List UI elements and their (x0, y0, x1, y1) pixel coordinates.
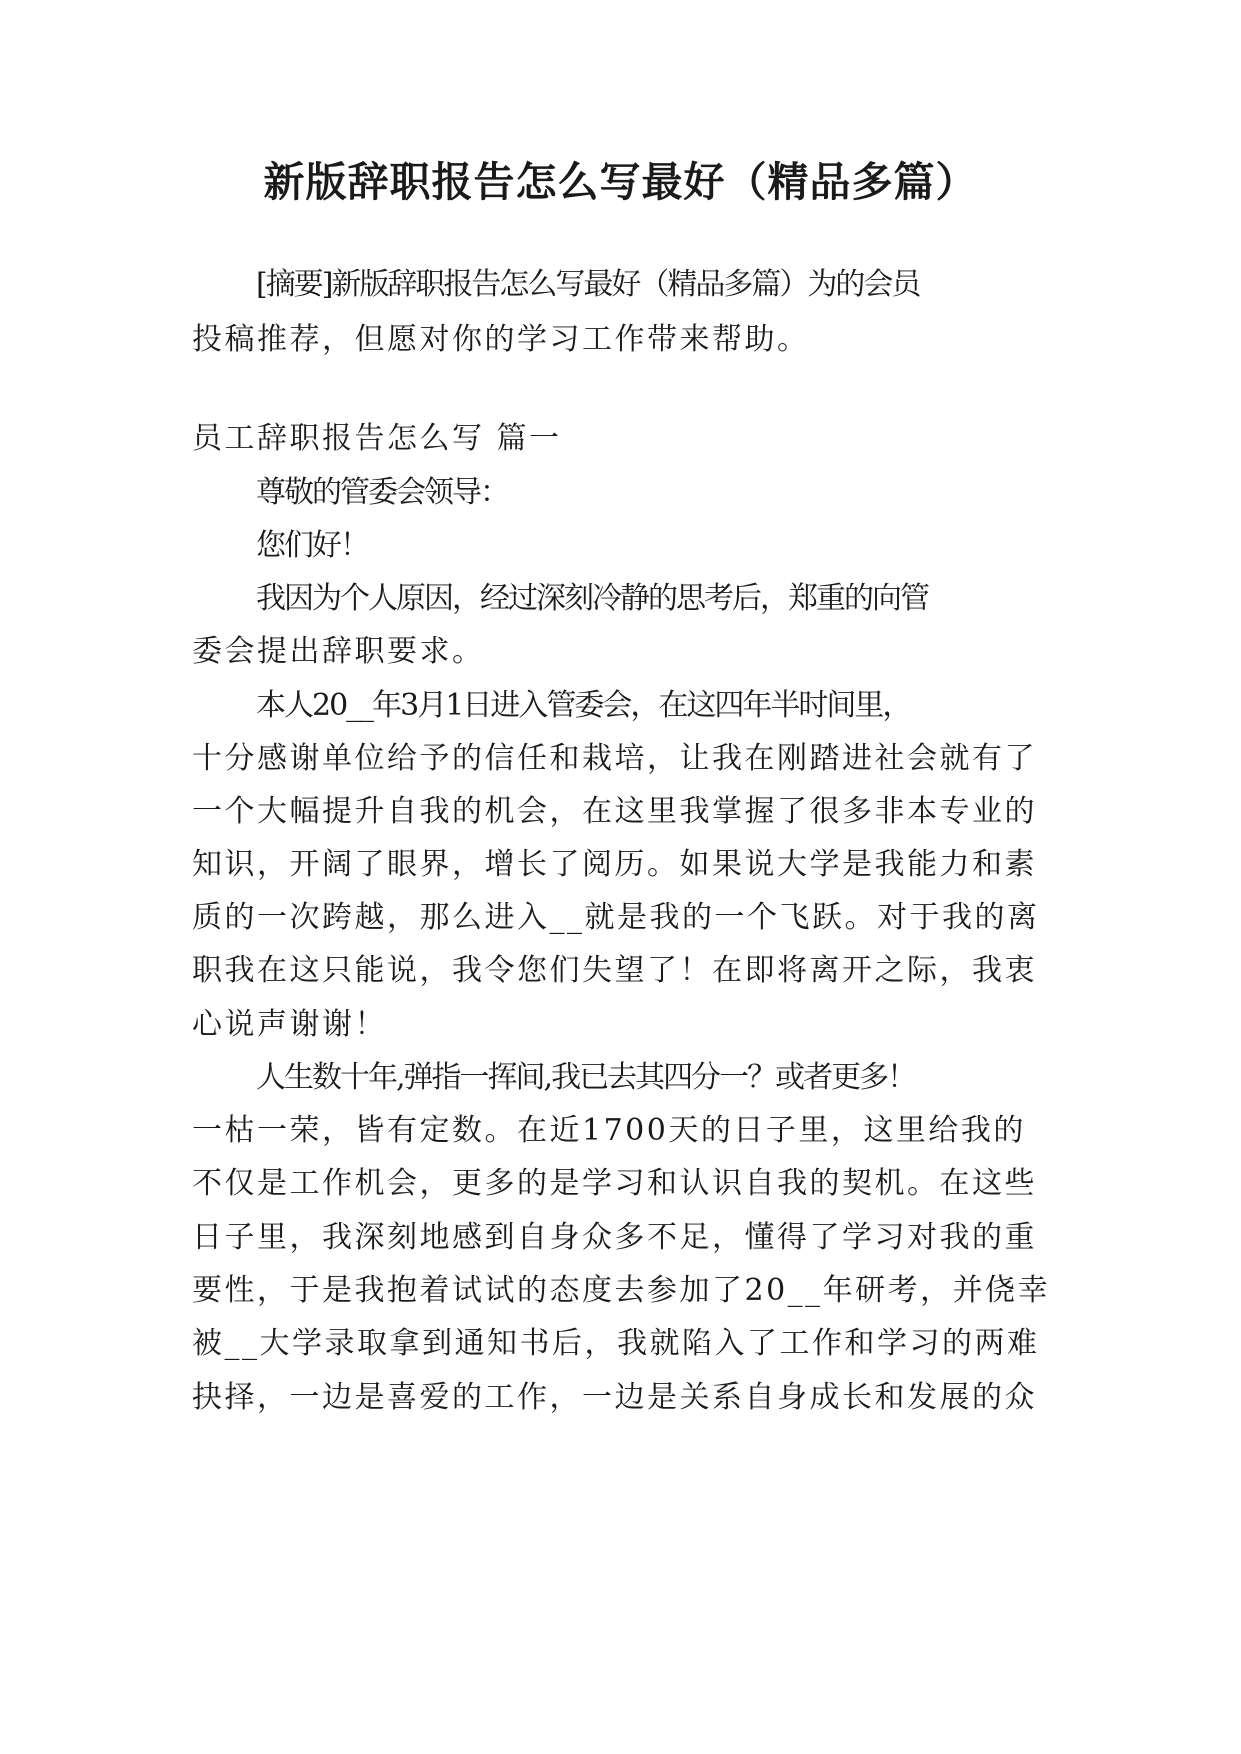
summary-line: [摘要]新版辞职报告怎么写最好（精品多篇）为的会员 (256, 267, 920, 302)
paragraph-line: 人生数十年,弹指一挥间,我已去其四分一？或者更多！ (256, 1060, 916, 1095)
paragraph-line: 日子里，我深刻地感到自身众多不足，懂得了学习对我的重 (192, 1220, 1037, 1255)
paragraph-line: 抉择，一边是喜爱的工作，一边是关系自身成长和发展的众 (192, 1380, 1037, 1415)
paragraph-line: 一个大幅提升自我的机会，在这里我掌握了很多非本专业的 (192, 794, 1037, 829)
paragraph-line: 本人20__年3月1日进入管委会，在这四年半时间里， (256, 688, 911, 723)
salutation: 尊敬的管委会领导： (256, 475, 508, 510)
paragraph-line: 要性，于是我抱着试试的态度去参加了20__年研考，并侥幸 (192, 1273, 1051, 1308)
paragraph-line: 质的一次跨越，那么进入__就是我的一个飞跃。对于我的离 (192, 900, 1040, 935)
paragraph-line: 一枯一荣，皆有定数。在近1700天的日子里，这里给我的 (192, 1113, 1026, 1148)
paragraph-line: 不仅是工作机会，更多的是学习和认识自我的契机。在这些 (192, 1166, 1037, 1201)
paragraph-line: 知识，开阔了眼界，增长了阅历。如果说大学是我能力和素 (192, 847, 1037, 882)
paragraph-line: 职我在这只能说，我令您们失望了！在即将离开之际，我衷 (192, 953, 1037, 988)
paragraph-line: 十分感谢单位给予的信任和栽培，让我在刚踏进社会就有了 (192, 741, 1037, 776)
summary-line: 投稿推荐，但愿对你的学习工作带来帮助。 (192, 322, 810, 357)
paragraph-line: 委会提出辞职要求。 (192, 634, 485, 669)
document-title: 新版辞职报告怎么写最好（精品多篇） (263, 158, 978, 206)
paragraph-line: 被__大学录取拿到通知书后，我就陷入了工作和学习的两难 (192, 1326, 1040, 1361)
paragraph-line: 心说声谢谢！ (192, 1007, 387, 1042)
section-heading: 员工辞职报告怎么写 篇一 (192, 421, 562, 456)
greeting: 您们好！ (256, 528, 368, 563)
paragraph-line: 我因为个人原因，经过深刻冷静的思考后，郑重的向管 (256, 581, 928, 616)
